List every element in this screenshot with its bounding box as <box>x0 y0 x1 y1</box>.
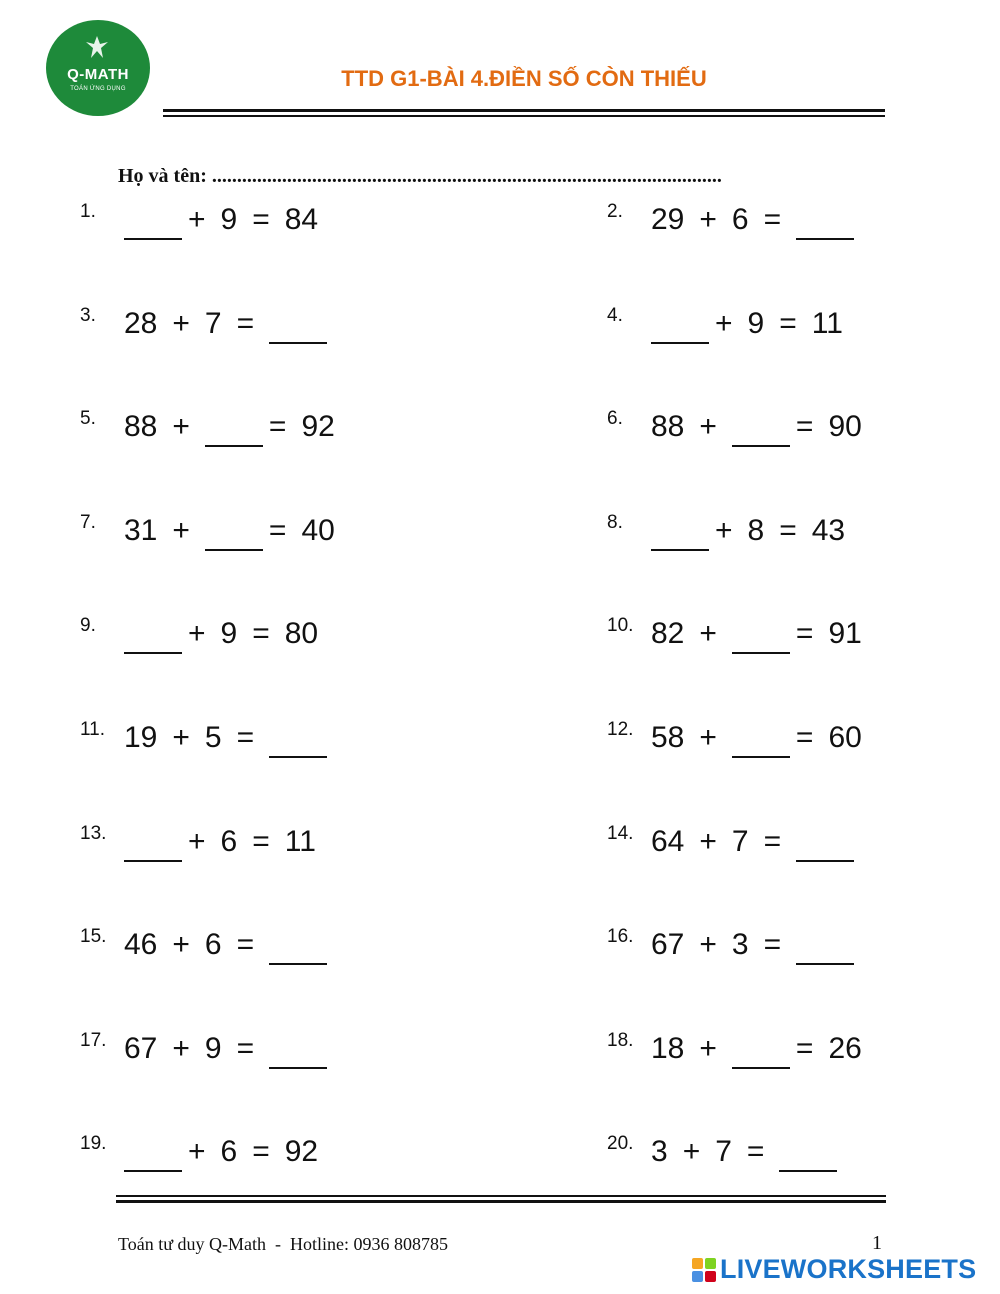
operand: 9 <box>204 1032 222 1065</box>
equation <box>124 721 333 755</box>
answer-blank[interactable] <box>269 730 327 758</box>
plus-sign: + <box>172 307 190 340</box>
operand: 18 <box>651 1032 685 1065</box>
operand: 88 <box>124 410 158 443</box>
equation <box>124 203 333 237</box>
problem-item <box>80 1130 333 1174</box>
bird-icon <box>84 34 110 62</box>
equation <box>651 617 877 651</box>
footer-text: Toán tư duy Q-Math - Hotline: 0936 808785 <box>118 1234 448 1254</box>
problem-item <box>607 1027 877 1071</box>
operand: 84 <box>284 203 319 236</box>
page-title: TTD G1-BÀI 4.ĐIỀN SỐ CÒN THIẾU <box>341 66 707 91</box>
operand: 7 <box>204 307 222 340</box>
equals-sign: = <box>236 307 255 340</box>
operand: 29 <box>651 203 685 236</box>
equals-sign: = <box>252 1135 270 1168</box>
answer-blank[interactable] <box>205 523 263 551</box>
header-rule-thin <box>163 115 885 117</box>
header-rule-thick <box>163 109 885 112</box>
plus-sign: + <box>699 1032 717 1065</box>
operand: 7 <box>715 1135 732 1168</box>
operand: 3 <box>651 1135 668 1168</box>
equals-sign: = <box>763 928 782 961</box>
problem-number: 11. <box>80 719 106 740</box>
plus-sign: + <box>682 1135 701 1168</box>
answer-blank[interactable] <box>732 419 790 447</box>
operand: 31 <box>124 514 158 547</box>
problem-item <box>607 820 860 864</box>
operand: 9 <box>747 307 765 340</box>
problem-number: 16. <box>607 926 634 947</box>
answer-blank[interactable] <box>732 626 790 654</box>
answer-blank[interactable] <box>124 834 182 862</box>
problem-number: 8. <box>607 512 623 533</box>
logo-brand: Q-MATH <box>67 66 129 83</box>
equation <box>124 617 333 651</box>
operand: 11 <box>284 825 316 858</box>
problem-number: 19. <box>80 1133 107 1154</box>
answer-blank[interactable] <box>651 523 709 551</box>
operand: 88 <box>651 410 685 443</box>
problem-item <box>80 198 333 242</box>
equation <box>651 928 860 962</box>
equation <box>651 514 860 548</box>
problem-number: 17. <box>80 1030 107 1051</box>
equation <box>124 1135 333 1169</box>
problem-item <box>607 405 877 449</box>
problem-number: 7. <box>80 512 96 533</box>
operand: 9 <box>220 203 238 236</box>
problem-item <box>607 302 858 346</box>
student-name-line[interactable] <box>118 165 722 188</box>
operand: 6 <box>220 1135 238 1168</box>
problem-number: 5. <box>80 408 96 429</box>
operand: 19 <box>124 721 158 754</box>
problem-item <box>607 509 860 553</box>
answer-blank[interactable] <box>269 316 327 344</box>
operand: 91 <box>828 617 862 650</box>
problem-item <box>80 716 333 760</box>
equals-sign: = <box>795 1032 814 1065</box>
operand: 64 <box>651 825 685 858</box>
operand: 82 <box>651 617 685 650</box>
answer-blank[interactable] <box>124 626 182 654</box>
answer-blank[interactable] <box>732 730 790 758</box>
equation <box>124 514 350 548</box>
answer-blank[interactable] <box>269 1041 327 1069</box>
answer-blank[interactable] <box>796 834 854 862</box>
operand: 5 <box>204 721 222 754</box>
equation <box>651 307 858 341</box>
footer-rule-thick <box>116 1200 886 1203</box>
problem-item <box>80 1027 333 1071</box>
equation <box>124 825 331 859</box>
problem-number: 1. <box>80 201 96 222</box>
problem-number: 15. <box>80 926 107 947</box>
equation <box>124 1032 333 1066</box>
operand: 60 <box>828 721 862 754</box>
operand: 58 <box>651 721 685 754</box>
operand: 40 <box>301 514 335 547</box>
plus-sign: + <box>699 825 717 858</box>
operand: 92 <box>284 1135 319 1168</box>
problem-number: 13. <box>80 823 107 844</box>
operand: 92 <box>301 410 335 443</box>
operand: 43 <box>811 514 846 547</box>
operand: 8 <box>747 514 765 547</box>
problem-item <box>80 405 350 449</box>
problem-item <box>607 612 877 656</box>
problem-item <box>607 716 877 760</box>
operand: 46 <box>124 928 158 961</box>
problem-number: 2. <box>607 201 623 222</box>
operand: 6 <box>220 825 238 858</box>
answer-blank[interactable] <box>796 212 854 240</box>
logo-tagline: TOÁN ỨNG DỤNG <box>70 86 126 92</box>
problem-item <box>80 612 333 656</box>
plus-sign: + <box>188 617 206 650</box>
problem-item <box>80 923 333 967</box>
operand: 6 <box>204 928 222 961</box>
operand: 67 <box>124 1032 158 1065</box>
problem-number: 3. <box>80 305 96 326</box>
plus-sign: + <box>188 825 206 858</box>
equation <box>124 928 333 962</box>
liveworksheets-logo <box>692 1254 976 1285</box>
plus-sign: + <box>172 721 190 754</box>
equals-sign: = <box>268 410 287 443</box>
equation <box>651 721 877 755</box>
equals-sign: = <box>252 617 270 650</box>
plus-sign: + <box>699 928 717 961</box>
equals-sign: = <box>268 514 287 547</box>
answer-blank[interactable] <box>779 1144 837 1172</box>
problem-number: 12. <box>607 719 634 740</box>
problem-item <box>80 302 333 346</box>
plus-sign: + <box>699 721 717 754</box>
answer-blank[interactable] <box>732 1041 790 1069</box>
problem-item <box>607 198 860 242</box>
operand: 26 <box>828 1032 862 1065</box>
plus-sign: + <box>172 1032 190 1065</box>
liveworksheets-icon <box>692 1258 716 1282</box>
problem-number: 14. <box>607 823 634 844</box>
problem-item <box>607 1130 843 1174</box>
plus-sign: + <box>715 514 733 547</box>
equation <box>651 1135 843 1169</box>
student-name-label: Họ và tên: <box>118 165 212 187</box>
plus-sign: + <box>699 410 717 443</box>
plus-sign: + <box>188 1135 206 1168</box>
equals-sign: = <box>746 1135 765 1168</box>
equation <box>651 410 877 444</box>
operand: 80 <box>284 617 319 650</box>
equals-sign: = <box>763 825 782 858</box>
equals-sign: = <box>779 307 797 340</box>
equals-sign: = <box>795 410 814 443</box>
footer-rule-thin <box>116 1195 886 1197</box>
liveworksheets-text: LIVEWORKSHEETS <box>720 1254 977 1284</box>
equals-sign: = <box>779 514 797 547</box>
operand: 28 <box>124 307 158 340</box>
operand: 11 <box>811 307 843 340</box>
page-number: 1 <box>872 1232 882 1254</box>
answer-blank[interactable] <box>796 937 854 965</box>
plus-sign: + <box>172 410 190 443</box>
problem-number: 4. <box>607 305 623 326</box>
operand: 9 <box>220 617 238 650</box>
problem-item <box>80 820 331 864</box>
answer-blank[interactable] <box>269 937 327 965</box>
operand: 90 <box>828 410 862 443</box>
equals-sign: = <box>252 825 270 858</box>
student-name-dots: ...................................................................................................... <box>211 165 722 187</box>
equals-sign: = <box>236 721 255 754</box>
equals-sign: = <box>795 721 814 754</box>
operand: 7 <box>731 825 749 858</box>
equals-sign: = <box>252 203 270 236</box>
equation <box>124 410 350 444</box>
plus-sign: + <box>699 203 717 236</box>
problem-number: 10. <box>607 615 634 636</box>
problem-item <box>607 923 860 967</box>
logo <box>46 20 150 116</box>
problem-number: 9. <box>80 615 96 636</box>
operand: 67 <box>651 928 685 961</box>
problem-number: 6. <box>607 408 623 429</box>
answer-blank[interactable] <box>124 1144 182 1172</box>
plus-sign: + <box>699 617 717 650</box>
equals-sign: = <box>763 203 782 236</box>
plus-sign: + <box>715 307 733 340</box>
equation <box>651 825 860 859</box>
answer-blank[interactable] <box>651 316 709 344</box>
operand: 6 <box>731 203 749 236</box>
plus-sign: + <box>172 514 190 547</box>
equation <box>124 307 333 341</box>
equation <box>651 1032 877 1066</box>
equals-sign: = <box>236 1032 255 1065</box>
equals-sign: = <box>795 617 814 650</box>
problem-number: 20. <box>607 1133 634 1154</box>
problem-number: 18. <box>607 1030 634 1051</box>
plus-sign: + <box>188 203 206 236</box>
equals-sign: = <box>236 928 255 961</box>
operand: 3 <box>731 928 749 961</box>
answer-blank[interactable] <box>124 212 182 240</box>
equation <box>651 203 860 237</box>
problem-item <box>80 509 350 553</box>
plus-sign: + <box>172 928 190 961</box>
answer-blank[interactable] <box>205 419 263 447</box>
